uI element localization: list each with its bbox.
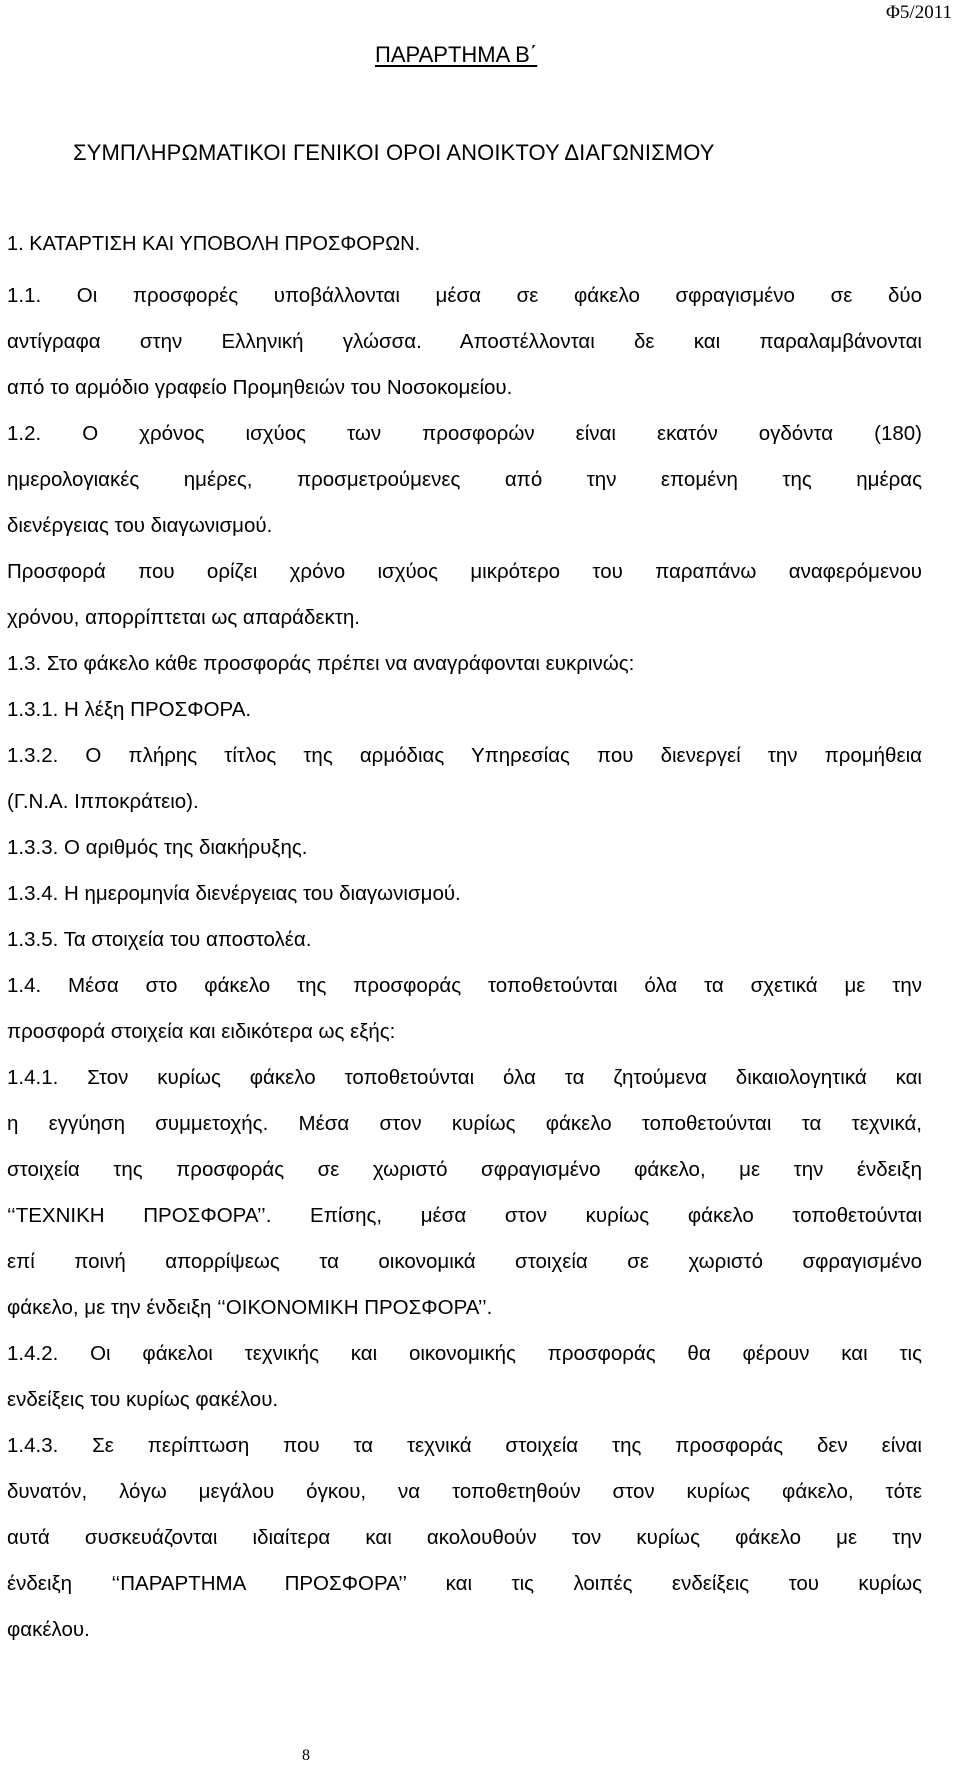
text-line: φάκελο, με την ένδειξη ‘‘ΟΙΚΟΝΟΜΙΚΗ ΠΡΟΣΦΟΡΑ’’. bbox=[7, 1296, 493, 1319]
text-line: 1.4.2. Οι φάκελοι τεχνικής και οικονομικής προσφοράς θα φέρουν και τις bbox=[7, 1342, 922, 1365]
text-line: 1.4. Μέσα στο φάκελο της προσφοράς τοποθετούνται όλα τα σχετικά με την bbox=[7, 974, 922, 997]
text-line: 1.3.2. Ο πλήρης τίτλος της αρμόδιας Υπηρεσίας που διενεργεί την προμήθεια bbox=[7, 744, 922, 767]
text-line: ενδείξεις του κυρίως φακέλου. bbox=[7, 1388, 279, 1411]
text-line: Προσφορά που ορίζει χρόνο ισχύος μικρότερο του παραπάνω αναφερόμενου bbox=[7, 560, 922, 583]
text-line: ημερολογιακές ημέρες, προσμετρούμενες από την επομένη της ημέρας bbox=[7, 468, 922, 491]
text-line: 1.3.3. Ο αριθμός της διακήρυξης. bbox=[7, 836, 308, 859]
text-line: 1.3.1. Η λέξη ΠΡΟΣΦΟΡΑ. bbox=[7, 698, 252, 721]
text-line: αυτά συσκευάζονται ιδιαίτερα και ακολουθούν τον κυρίως φάκελο με την bbox=[7, 1526, 922, 1549]
text-line: 1.3.5. Τα στοιχεία του αποστολέα. bbox=[7, 928, 312, 951]
text-line: η εγγύηση συμμετοχής. Μέσα στον κυρίως φάκελο τοποθετούνται τα τεχνικά, bbox=[7, 1112, 922, 1135]
text-line: 1.4.1. Στον κυρίως φάκελο τοποθετούνται όλα τα ζητούμενα δικαιολογητικά και bbox=[7, 1066, 922, 1089]
text-line: από το αρμόδιο γραφείο Προμηθειών του Νοσοκομείου. bbox=[7, 376, 513, 399]
text-line: ‘‘ΤΕΧΝΙΚΗ ΠΡΟΣΦΟΡΑ’’. Επίσης, μέσα στον κυρίως φάκελο τοποθετούνται bbox=[7, 1204, 922, 1227]
text-line: 1.3.4. Η ημερομηνία διενέργειας του διαγωνισμού. bbox=[7, 882, 461, 905]
document-body bbox=[7, 273, 922, 1653]
text-line: ένδειξη ‘‘ΠΑΡΑΡΤΗΜΑ ΠΡΟΣΦΟΡΑ’’ και τις λοιπές ενδείξεις του κυρίως bbox=[7, 1572, 922, 1595]
text-line: 1.3. Στο φάκελο κάθε προσφοράς πρέπει να αναγράφονται ευκρινώς: bbox=[7, 652, 635, 675]
section-heading: 1. ΚΑΤΑΡΤΙΣΗ ΚΑΙ ΥΠΟΒΟΛΗ ΠΡΟΣΦΟΡΩΝ. bbox=[7, 233, 421, 255]
text-line: διενέργειας του διαγωνισμού. bbox=[7, 514, 273, 537]
main-title: ΣΥΜΠΛΗΡΩΜΑΤΙΚΟΙ ΓΕΝΙΚΟΙ ΟΡΟΙ ΑΝΟΙΚΤΟΥ ΔΙΑΓΩΝΙΣΜΟΥ bbox=[73, 140, 715, 165]
annex-title: ΠΑΡΑΡΤΗΜΑ Β΄ bbox=[375, 42, 538, 67]
text-line: δυνατόν, λόγω μεγάλου όγκου, να τοποθετηθούν στον κυρίως φάκελο, τότε bbox=[7, 1480, 922, 1503]
page-number: 8 bbox=[302, 1747, 310, 1764]
text-line: 1.2. Ο χρόνος ισχύος των προσφορών είναι εκατόν ογδόντα (180) bbox=[7, 422, 922, 445]
text-line: προσφορά στοιχεία και ειδικότερα ως εξής: bbox=[7, 1020, 396, 1043]
text-line: στοιχεία της προσφοράς σε χωριστό σφραγισμένο φάκελο, με την ένδειξη bbox=[7, 1158, 922, 1181]
text-line: χρόνου, απορρίπτεται ως απαράδεκτη. bbox=[7, 606, 360, 629]
text-line: (Γ.Ν.Α. Ιπποκράτειο). bbox=[7, 790, 199, 813]
text-line: 1.4.3. Σε περίπτωση που τα τεχνικά στοιχεία της προσφοράς δεν είναι bbox=[7, 1434, 922, 1457]
text-line: 1.1. Οι προσφορές υποβάλλονται μέσα σε φάκελο σφραγισμένο σε δύο bbox=[7, 284, 922, 307]
text-line: επί ποινή απορρίψεως τα οικονομικά στοιχεία σε χωριστό σφραγισμένο bbox=[7, 1250, 922, 1273]
document-code: Φ5/2011 bbox=[886, 2, 952, 23]
text-line: αντίγραφα στην Ελληνική γλώσσα. Αποστέλλονται δε και παραλαμβάνονται bbox=[7, 330, 922, 353]
text-line: φακέλου. bbox=[7, 1618, 90, 1641]
